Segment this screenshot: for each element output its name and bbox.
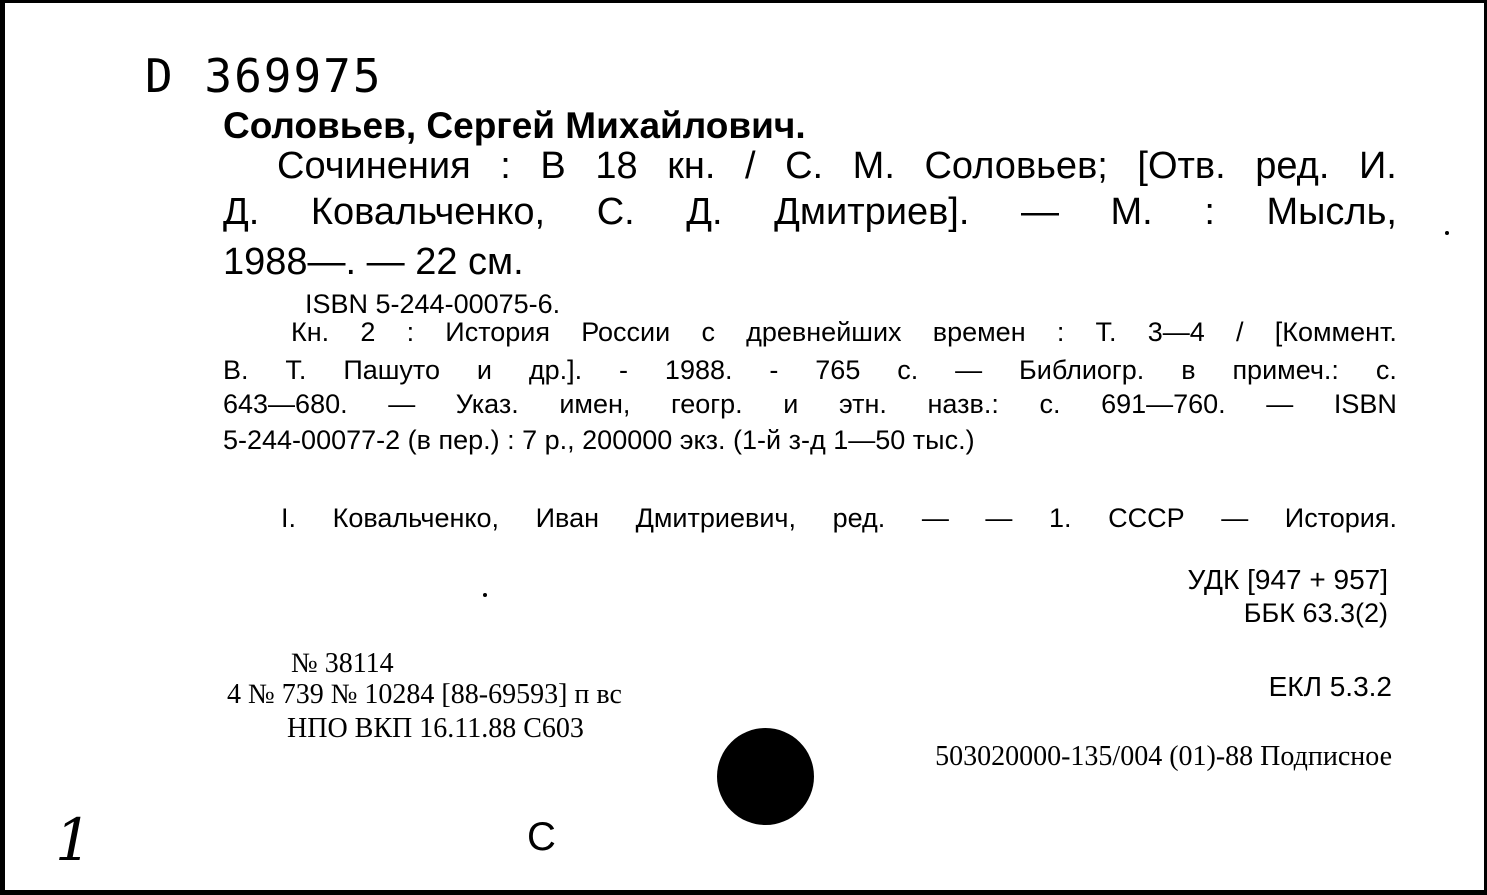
volume-line (291, 319, 1397, 346)
word: Указ. (455, 389, 519, 419)
word: : (1204, 191, 1215, 233)
punch-hole (717, 728, 814, 825)
word: Кн. (291, 317, 330, 347)
word: и (476, 355, 492, 385)
word: с. (897, 355, 919, 385)
word: В. (223, 355, 249, 385)
word: М. (852, 145, 895, 187)
word: 18 (595, 145, 638, 187)
word: ред. (832, 503, 886, 533)
word: Д. (686, 191, 723, 233)
word: Ковальченко, (310, 191, 546, 233)
word: 1988. (664, 355, 733, 385)
word: I. (281, 503, 297, 533)
speck (483, 593, 487, 597)
print-code: 503020000-135/004 (01)-88 Подписное (935, 741, 1392, 772)
word: 3—4 (1147, 317, 1205, 347)
word: История (445, 317, 551, 347)
word: — (1221, 503, 1249, 533)
word: / (744, 145, 756, 187)
bbk-code: ББК 63.3(2) (1243, 598, 1388, 628)
volume-line (223, 357, 1397, 384)
tracings (281, 505, 1397, 532)
word: : (406, 317, 415, 347)
word: кн. (667, 145, 716, 187)
speck (1445, 231, 1449, 235)
accession-number: № 38114 (291, 648, 394, 679)
word: — (388, 389, 416, 419)
word: С. (785, 145, 824, 187)
word: России (581, 317, 671, 347)
word: Библиогр. (1019, 355, 1145, 385)
word: / (1236, 317, 1244, 347)
word: — (1266, 389, 1294, 419)
word: — (985, 503, 1013, 533)
word: В (540, 145, 566, 187)
word: Дмитриевич, (635, 503, 796, 533)
word: времен (932, 317, 1026, 347)
word: : (500, 145, 511, 187)
word: 691—760. (1101, 389, 1226, 419)
word: с. (1375, 355, 1397, 385)
word: 1. (1049, 503, 1072, 533)
word: Ковальченко, (332, 503, 500, 533)
word: др.]. (528, 355, 583, 385)
word: Мысль, (1266, 191, 1397, 233)
word: ред. (1255, 145, 1330, 187)
word: Иван (535, 503, 599, 533)
order-line: 4 № 739 № 10284 [88-69593] п вс (227, 679, 622, 710)
word: [Отв. (1137, 145, 1226, 187)
word: Пашуто (343, 355, 440, 385)
word: С. (596, 191, 635, 233)
word: И. (1358, 145, 1397, 187)
word: [Коммент. (1274, 317, 1397, 347)
word: История. (1284, 503, 1397, 533)
bottom-letter: С (527, 815, 556, 859)
word: древнейших (746, 317, 902, 347)
word: с (701, 317, 715, 347)
word: этн. (838, 389, 887, 419)
corner-mark: 1 (55, 806, 92, 874)
udk-code: УДК [947 + 957] (1187, 564, 1388, 595)
call-number: D 369975 (145, 49, 383, 103)
word: - (619, 355, 629, 385)
word: — (955, 355, 983, 385)
word: — (1020, 191, 1059, 233)
word: Т. (285, 355, 307, 385)
word: в (1181, 355, 1196, 385)
word: с. (1039, 389, 1061, 419)
title-line: 1988—. — 22 см. (223, 241, 524, 283)
word: геогр. (671, 389, 743, 419)
word: Сочинения (277, 145, 471, 187)
word: СССР (1108, 503, 1185, 533)
isbn: ISBN 5-244-00075-6. (305, 289, 561, 319)
word: Соловьев; (924, 145, 1108, 187)
word: Д. (223, 191, 260, 233)
author-heading: Соловьев, Сергей Михайлович. (223, 105, 806, 146)
volume-line (223, 391, 1397, 418)
ekl-code: ЕКЛ 5.3.2 (1268, 671, 1392, 702)
title-line (223, 193, 1397, 231)
word: Дмитриев]. (774, 191, 970, 233)
word: назв.: (927, 389, 999, 419)
word: 643—680. (223, 389, 348, 419)
volume-line: 5-244-00077-2 (в пер.) : 7 р., 200000 экз. (1-й з-д 1—50 тыс.) (223, 425, 975, 455)
word: 765 (815, 355, 861, 385)
word: ISBN (1333, 389, 1397, 419)
word: — (921, 503, 949, 533)
title-line (277, 147, 1397, 185)
word: Т. (1095, 317, 1117, 347)
word: : (1056, 317, 1065, 347)
word: примеч.: (1232, 355, 1339, 385)
word: и (783, 389, 799, 419)
word: М. (1110, 191, 1153, 233)
word: 2 (360, 317, 376, 347)
word: имен, (559, 389, 631, 419)
printer-line: НПО ВКП 16.11.88 С603 (287, 713, 584, 744)
word: - (769, 355, 779, 385)
